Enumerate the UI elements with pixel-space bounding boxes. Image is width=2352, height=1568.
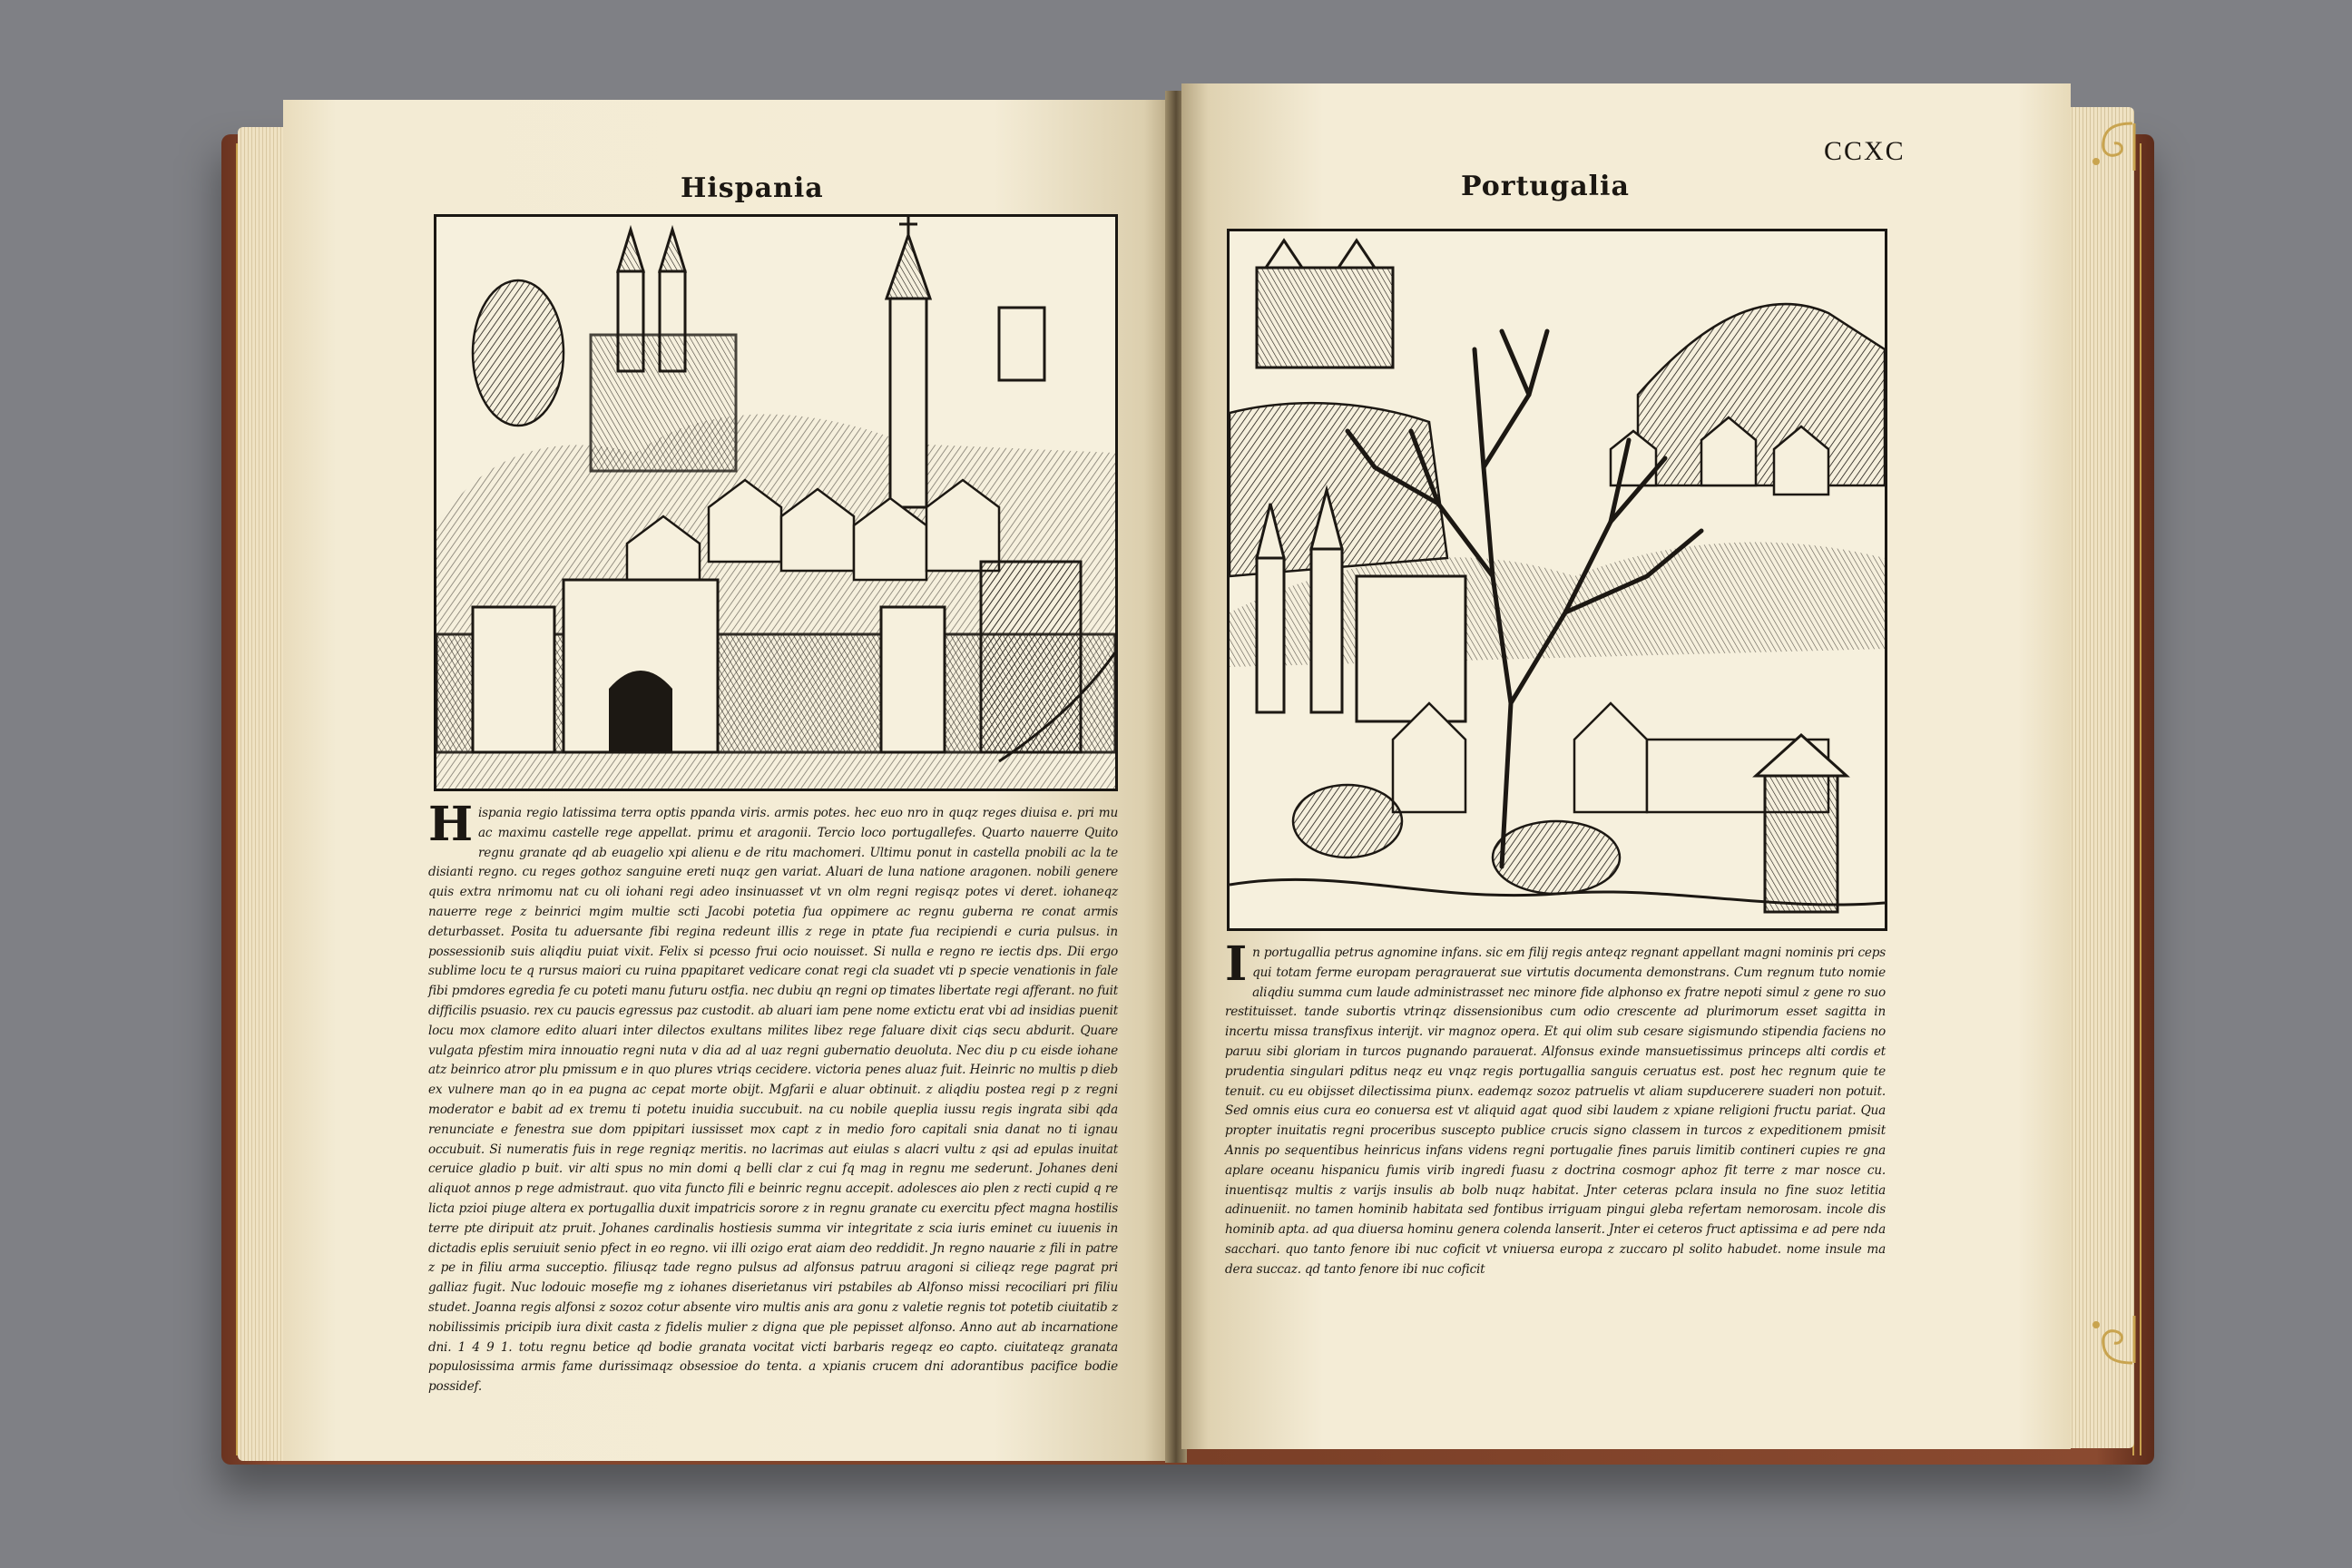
- left-page-text: [428, 797, 1118, 1395]
- right-dropcap: I: [1225, 936, 1248, 992]
- left-page-heading: Hispania: [681, 172, 824, 204]
- woodcut-illustration-portugalia: [1227, 229, 1887, 931]
- left-dropcap: H: [428, 797, 473, 852]
- left-body-text: ispania regio latissima terra optis ppanda viris. armis potes. hec euo nro in quqz reges diuisa e. pri mu ac maximu castelle rege appellat. primu et aragonii. Tercio loco portugallefes. Quarto nauerre Quito regnu granate qd ab euagelio xpi alienu e de ritu machomeri. Ultimu ponut in castella pnobili ac la te disianti regno. cu reges gothoz sanguine ereti nuqz gen variat. Aluari de luna natione aragonen. nobili genere quis extra nrimomu nat cu oli iohani regi adeo insinuasset vt vn olm regni regisqz potes vi deret. iohaneqz nauerre rege z beinrici mgim multie scti Jacobi potetia fua oppimere ac regnu guberna re conat armis deturbasset. Posita tu aduersante fibi regina redeunt illis z rege in ptate fua recipiendi e curia pulsus. in possessionib suis aliqdiu puiat vixit. Felix si pcesso frui ocio nouisset. Si nulla e regno re iectis dps. Dii ergo sublime locu te q rursus maiori cu ruina ppapitaret vedicare conat regi cla suadet vti p specie venationis in fale fibi pmdores egredia fe cu poteti manu futuru ostfia. nec dubiu qn regni op timates libertate regi afferant. no fuit difficilis psuasio. rex cu paucis egressus paz custodit. ab aluari iam pene nome extictu erat vbi ad insidias puenit locu mox clamore edito aluari inter dilectos exultans milites libez rege faluare dixit ciqs secu abdurit. Quare vulgata pfestim mira innouatio regni nuta v dia ad al uaz regni gubernatio deuoluta. Nec diu p cu eisde iohane atz beinrico atror plu pmissum e in quo plures vtriqs cecidere. victoria penes aluaz fuit. Heinric no multis p dieb ex vulnere man qo in ea pugna ac cepat morte obijt. Mgfarii e aluar obtinuit. z aliqdiu postea regi p z regni moderator e babit ad ex tremu ti potetu inuidia succubuit. na cu nobile queplia iussu regis ingrata sibi qda renunciate e fenestra sue dom ppipitari iussisset mox capt z in medio foro capitali snia danat no ti ignau occubuit. Si numeratis fuis in rege regniqz meritis. no lacrimas aut eiulas s alacri vultu z qsi ad epulas inuitat ceruice gladio p buit. vir alti spus no min domi q belli clar z cui fq mag in regnu me sederunt. Johanes deni aliquot annos p rege admistraut. quo vita functo fili e beinric regnu accepit. adolesces aio plen z recti cupid q re licta pzioi piuge altera ex portugallia duxit impatricis sorore z in regnu granate cu exercitu pfect magna hostilis terre pte diripuit atz pruit. Johanes cardinalis hostiesis summa vir integritate z scia iuris eminet cu iuuenis in dictadis eplis seruiuit senio pfect in eo regno. vii illi ozigo erat aiam deo reddidit. Jn regno nauarie z fili in patre z pe in filiu arma succeptio. filiusqz tade regno pulsus ad alfonsus patruu aragoni si cilieqz rege pagrat pri galliaz fugit. Nuc lodouic mosefie mg z iohanes diserietanus viri pstabiles ab Alfonso missi recociliari pri filiu studet. Joanna regis alfonsi z sozoz cotur absente viro multis anis ara gonu z valetie regnis tot potetib ciuitatib z nobilissimis pricipib iura dixit casta z fidelis mulier z digna que ple pepisset alfonso. Anno aut ab incarnatione dni. 1 4 9 1. totu regnu betice qd bodie granata vocitat victi barbaris regeqz eo capto. ciuitateqz granata populosissima armis fame durissimaqz obsessioe do tenta. a xpianis crucem dni adorantibus pacifice bodie possidef.: [428, 806, 1118, 1395]
- page-edges-right: [2062, 107, 2134, 1448]
- right-page-text: [1225, 936, 1886, 1277]
- corner-ornament-icon: [2078, 116, 2141, 180]
- folio-number: CCXC: [1824, 136, 1906, 166]
- woodcut-illustration-hispania: [434, 214, 1118, 791]
- corner-ornament-icon: [2078, 1307, 2141, 1370]
- right-page-heading: Portugalia: [1461, 171, 1630, 202]
- right-body-text: n portugallia petrus agnomine infans. sic em filij regis anteqz regnant appellant magni nominis pri ceps qui totam ferme europam peragrauerat sue virtutis documenta demonstrans. Cum regnum tuto nomie aliqdiu summa cum laude administrasset nec minore fide alphonso ex fratre nepoti simul z gene ro suo restituisset. tande subortis vtrinqz dissensionibus cum odio crescente ad plurimorum esset sagitta in incertu missa transfixus interijt. vir magnoz opera. Et qui olim sub cesare sigismundo stipendia faciens no paruu sibi gloriam in turcos pugnando parauerat. Alfonsus exinde mansuetissimus princeps alti cordis et prudentia singulari pditus neqz eu vnqz regis portugallia sanguis ceruatus est. post hec regnum quie te tenuit. cu eu obijsset dilectissima piunx. eademqz sozoz patruelis vt aliam supducerere suaderi non potuit. Sed omnis eius cura eo conuersa est vt aliquid agat quod sibi laudem z xpiane religioni fructu pariat. Qua propter inuitatis regni proceribus suscepto publice crucis signo classem in turcos z expeditionem pmisit Annis po sequentibus heinricus infans videns regni portugalie fines paruis limitib contineri cupies re gna aplare oceanu hispanicu fumis virib ingredi fuasu z doctrina cosmogr aphoz fit terre z mar nosce cu. inuentisqz multis z varijs insulis ab bolb nuqz habitat. Jnter ceteras pclara insula no fine suoz letitia adinueniit. no tamen hominib habitata sed fontibus irriguam pingui gleba refertam nemorosam. incole dis hominib apta. ad qua diuersa hominu genera colenda lanserit. Jnter ei ceteros fruct aptissima e ad pere nda sacchari. quo tanto fenore ibi nuc coficit vt vniuersa europa z zuccaro pl solito habudet. nome insule ma dera succaz. qd tanto fenore ibi nuc coficit: [1225, 946, 1886, 1277]
